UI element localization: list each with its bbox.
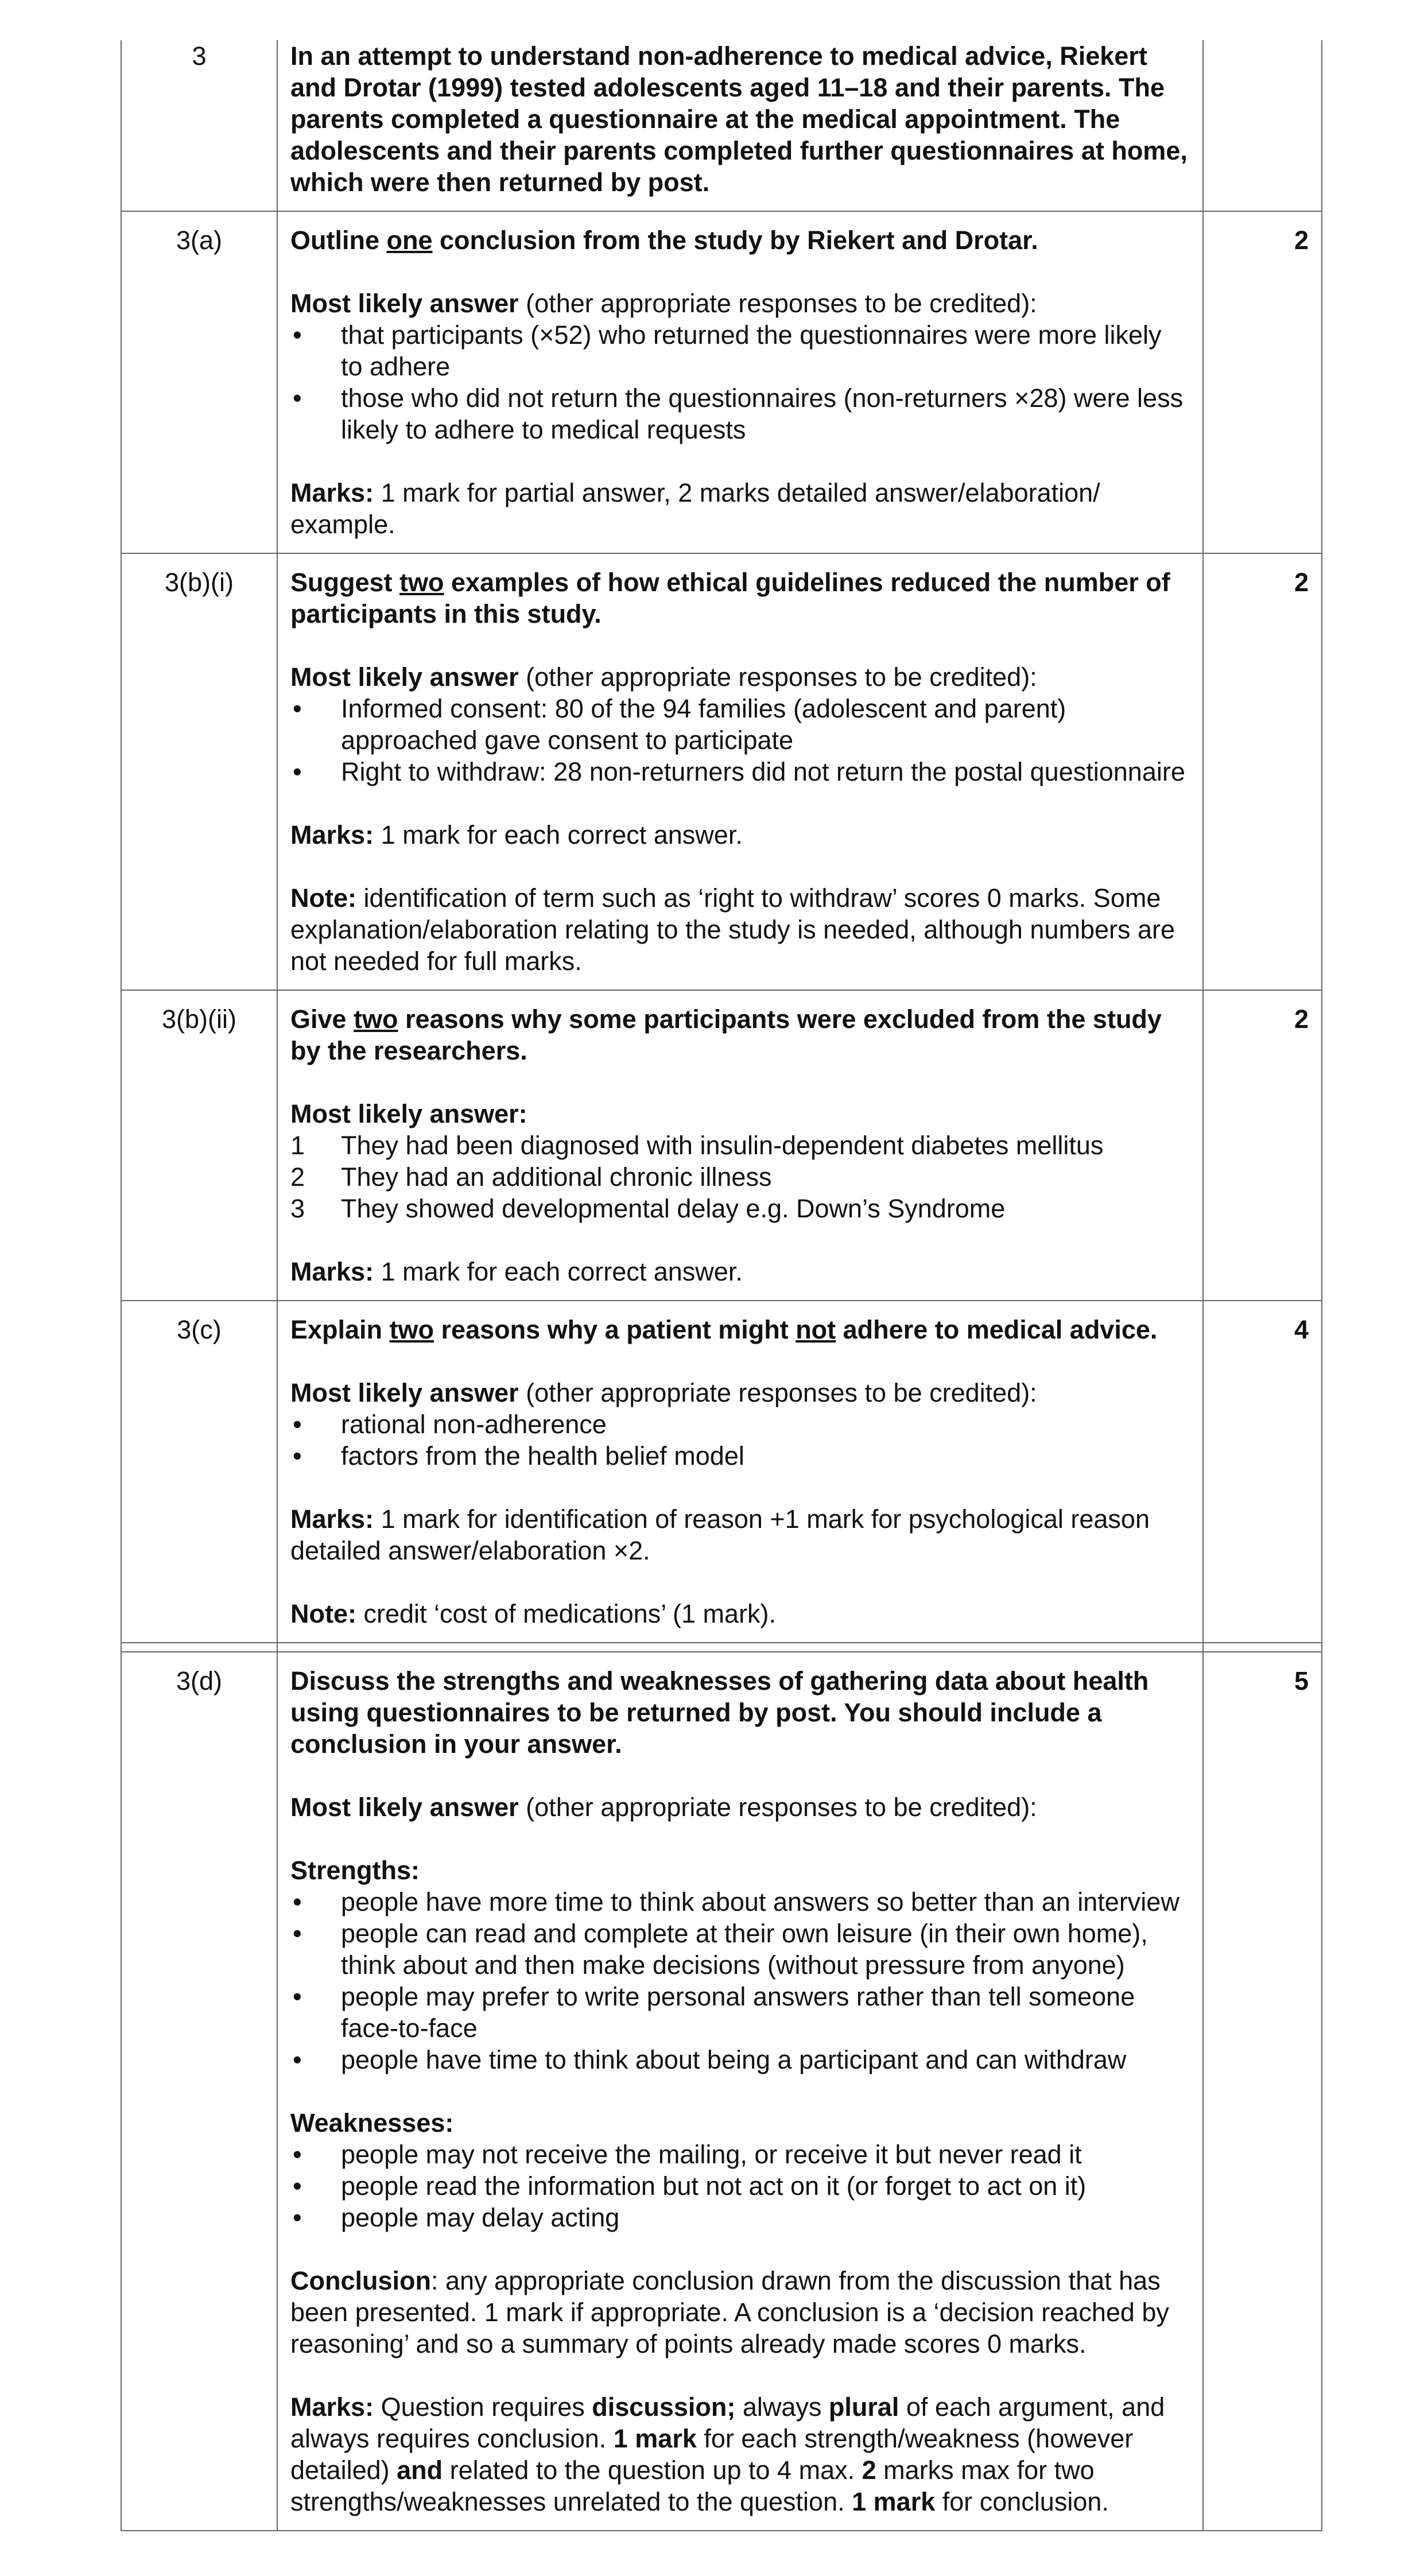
marks-guidance: Marks: Question requires discussion; always plural of each argument, and always requires conclusion. 1 mark for each strength/weakness (however detailed) and related to the question up to 4 max. 2 marks max for two strengths/weaknesses unrelated to the question. 1 mark for conclusion.	[290, 2392, 1165, 2516]
answer-list	[290, 1409, 1190, 1472]
question-3bii-row	[121, 990, 1322, 1301]
marks-guidance: Marks: 1 mark for each correct answer.	[290, 820, 743, 849]
mark-scheme-table	[121, 40, 1322, 2531]
note: Note: credit ‘cost of medications’ (1 mark).	[290, 1599, 777, 1628]
list-item: 3 They showed developmental delay e.g. Down’s Syndrome	[290, 1194, 1006, 1223]
row-separator	[121, 1643, 1322, 1652]
marks-guidance: Marks: 1 mark for partial answer, 2 marks detailed answer/elaboration/ example.	[290, 478, 1100, 539]
list-item: • that participants (×52) who returned the questionnaires were more likely to adhere	[290, 319, 1190, 382]
marks-value: 2	[1203, 990, 1322, 1301]
question-text: Suggest two examples of how ethical guidelines reduced the number of participants in this study.	[290, 568, 1170, 629]
list-item: • people can read and complete at their own leisure (in their own home), think about and then make decisions (without pressure from anyone)	[290, 1918, 1190, 1981]
list-item: • rational non-adherence	[290, 1409, 1190, 1440]
question-number: 3(a)	[121, 211, 277, 553]
question-number: 3(d)	[121, 1652, 277, 2531]
list-item: • people have more time to think about answers so better than an interview	[290, 1886, 1190, 1918]
marks-value: 2	[1203, 553, 1322, 990]
question-3d-row	[121, 1652, 1322, 2531]
weaknesses-heading: Weaknesses:	[290, 2108, 454, 2137]
question-text: Explain two reasons why a patient might not adhere to medical advice.	[290, 1315, 1158, 1344]
list-item: • people may delay acting	[290, 2202, 1190, 2233]
answer-list	[290, 693, 1190, 787]
list-item: 2 They had an additional chronic illness	[290, 1162, 772, 1192]
marks-value: 5	[1203, 1652, 1322, 2531]
question-3-stem-row	[121, 40, 1322, 211]
list-item: • those who did not return the questionnaires (non-returners ×28) were less likely to adhere to medical requests	[290, 382, 1190, 445]
marks-value: 4	[1203, 1301, 1322, 1643]
list-item: 1 They had been diagnosed with insulin-dependent diabetes mellitus	[290, 1131, 1104, 1160]
weaknesses-list	[290, 2139, 1190, 2233]
strengths-heading: Strengths:	[290, 1856, 420, 1885]
question-number: 3(b)(i)	[121, 553, 277, 990]
list-item: • factors from the health belief model	[290, 1440, 1190, 1472]
question-3c-row	[121, 1301, 1322, 1643]
answer-list	[290, 1130, 1190, 1224]
marks-guidance: Marks: 1 mark for each correct answer.	[290, 1257, 743, 1286]
question-number: 3(b)(ii)	[121, 990, 277, 1301]
note: Note: identification of term such as ‘right to withdraw’ scores 0 marks. Some explanation/elaboration relating to the study is needed, although numbers are not needed for full marks.	[290, 883, 1175, 976]
question-3a-row	[121, 211, 1322, 553]
marks-guidance: Marks: 1 mark for identification of reason +1 mark for psychological reason detailed answer/elaboration ×2.	[290, 1504, 1150, 1565]
list-item: • people have time to think about being a participant and can withdraw	[290, 2044, 1190, 2075]
conclusion-guidance: Conclusion: any appropriate conclusion drawn from the discussion that has been presented. 1 mark if appropriate. A conclusion is a ‘decision reached by reasoning’ and so a summary of points already made scores 0 marks.	[290, 2266, 1169, 2358]
list-item: • people may prefer to write personal answers rather than tell someone face-to-face	[290, 1981, 1190, 2044]
question-text: Give two reasons why some participants were excluded from the study by the researchers.	[290, 1004, 1162, 1065]
question-number: 3	[121, 40, 277, 211]
question-stem: In an attempt to understand non-adherence to medical advice, Riekert and Drotar (1999) tested adolescents aged 11–18 and their parents. The parents completed a questionnaire at the medical appointment. The adolescents and their parents completed further questionnaires at home, which were then returned by post.	[290, 41, 1188, 197]
list-item: • people may not receive the mailing, or receive it but never read it	[290, 2139, 1190, 2170]
list-item: • people read the information but not act on it (or forget to act on it)	[290, 2170, 1190, 2202]
list-item: • Informed consent: 80 of the 94 families (adolescent and parent) approached gave consent to participate	[290, 693, 1190, 756]
list-item: • Right to withdraw: 28 non-returners did not return the postal questionnaire	[290, 756, 1190, 787]
most-likely-answer: Most likely answer:	[290, 1099, 527, 1128]
strengths-list	[290, 1886, 1190, 2075]
question-3bi-row	[121, 553, 1322, 990]
most-likely-answer: Most likely answer (other appropriate responses to be credited):	[290, 1378, 1037, 1407]
most-likely-answer: Most likely answer (other appropriate responses to be credited):	[290, 289, 1037, 318]
question-number: 3(c)	[121, 1301, 277, 1643]
answer-list	[290, 319, 1190, 445]
marks-value: 2	[1203, 211, 1322, 553]
most-likely-answer: Most likely answer (other appropriate responses to be credited):	[290, 662, 1037, 692]
most-likely-answer: Most likely answer (other appropriate responses to be credited):	[290, 1793, 1037, 1822]
question-text: Outline one conclusion from the study by Riekert and Drotar.	[290, 226, 1038, 255]
question-text: Discuss the strengths and weaknesses of gathering data about health using questionnaires to be returned by post. You should include a conclusion in your answer.	[290, 1666, 1149, 1759]
